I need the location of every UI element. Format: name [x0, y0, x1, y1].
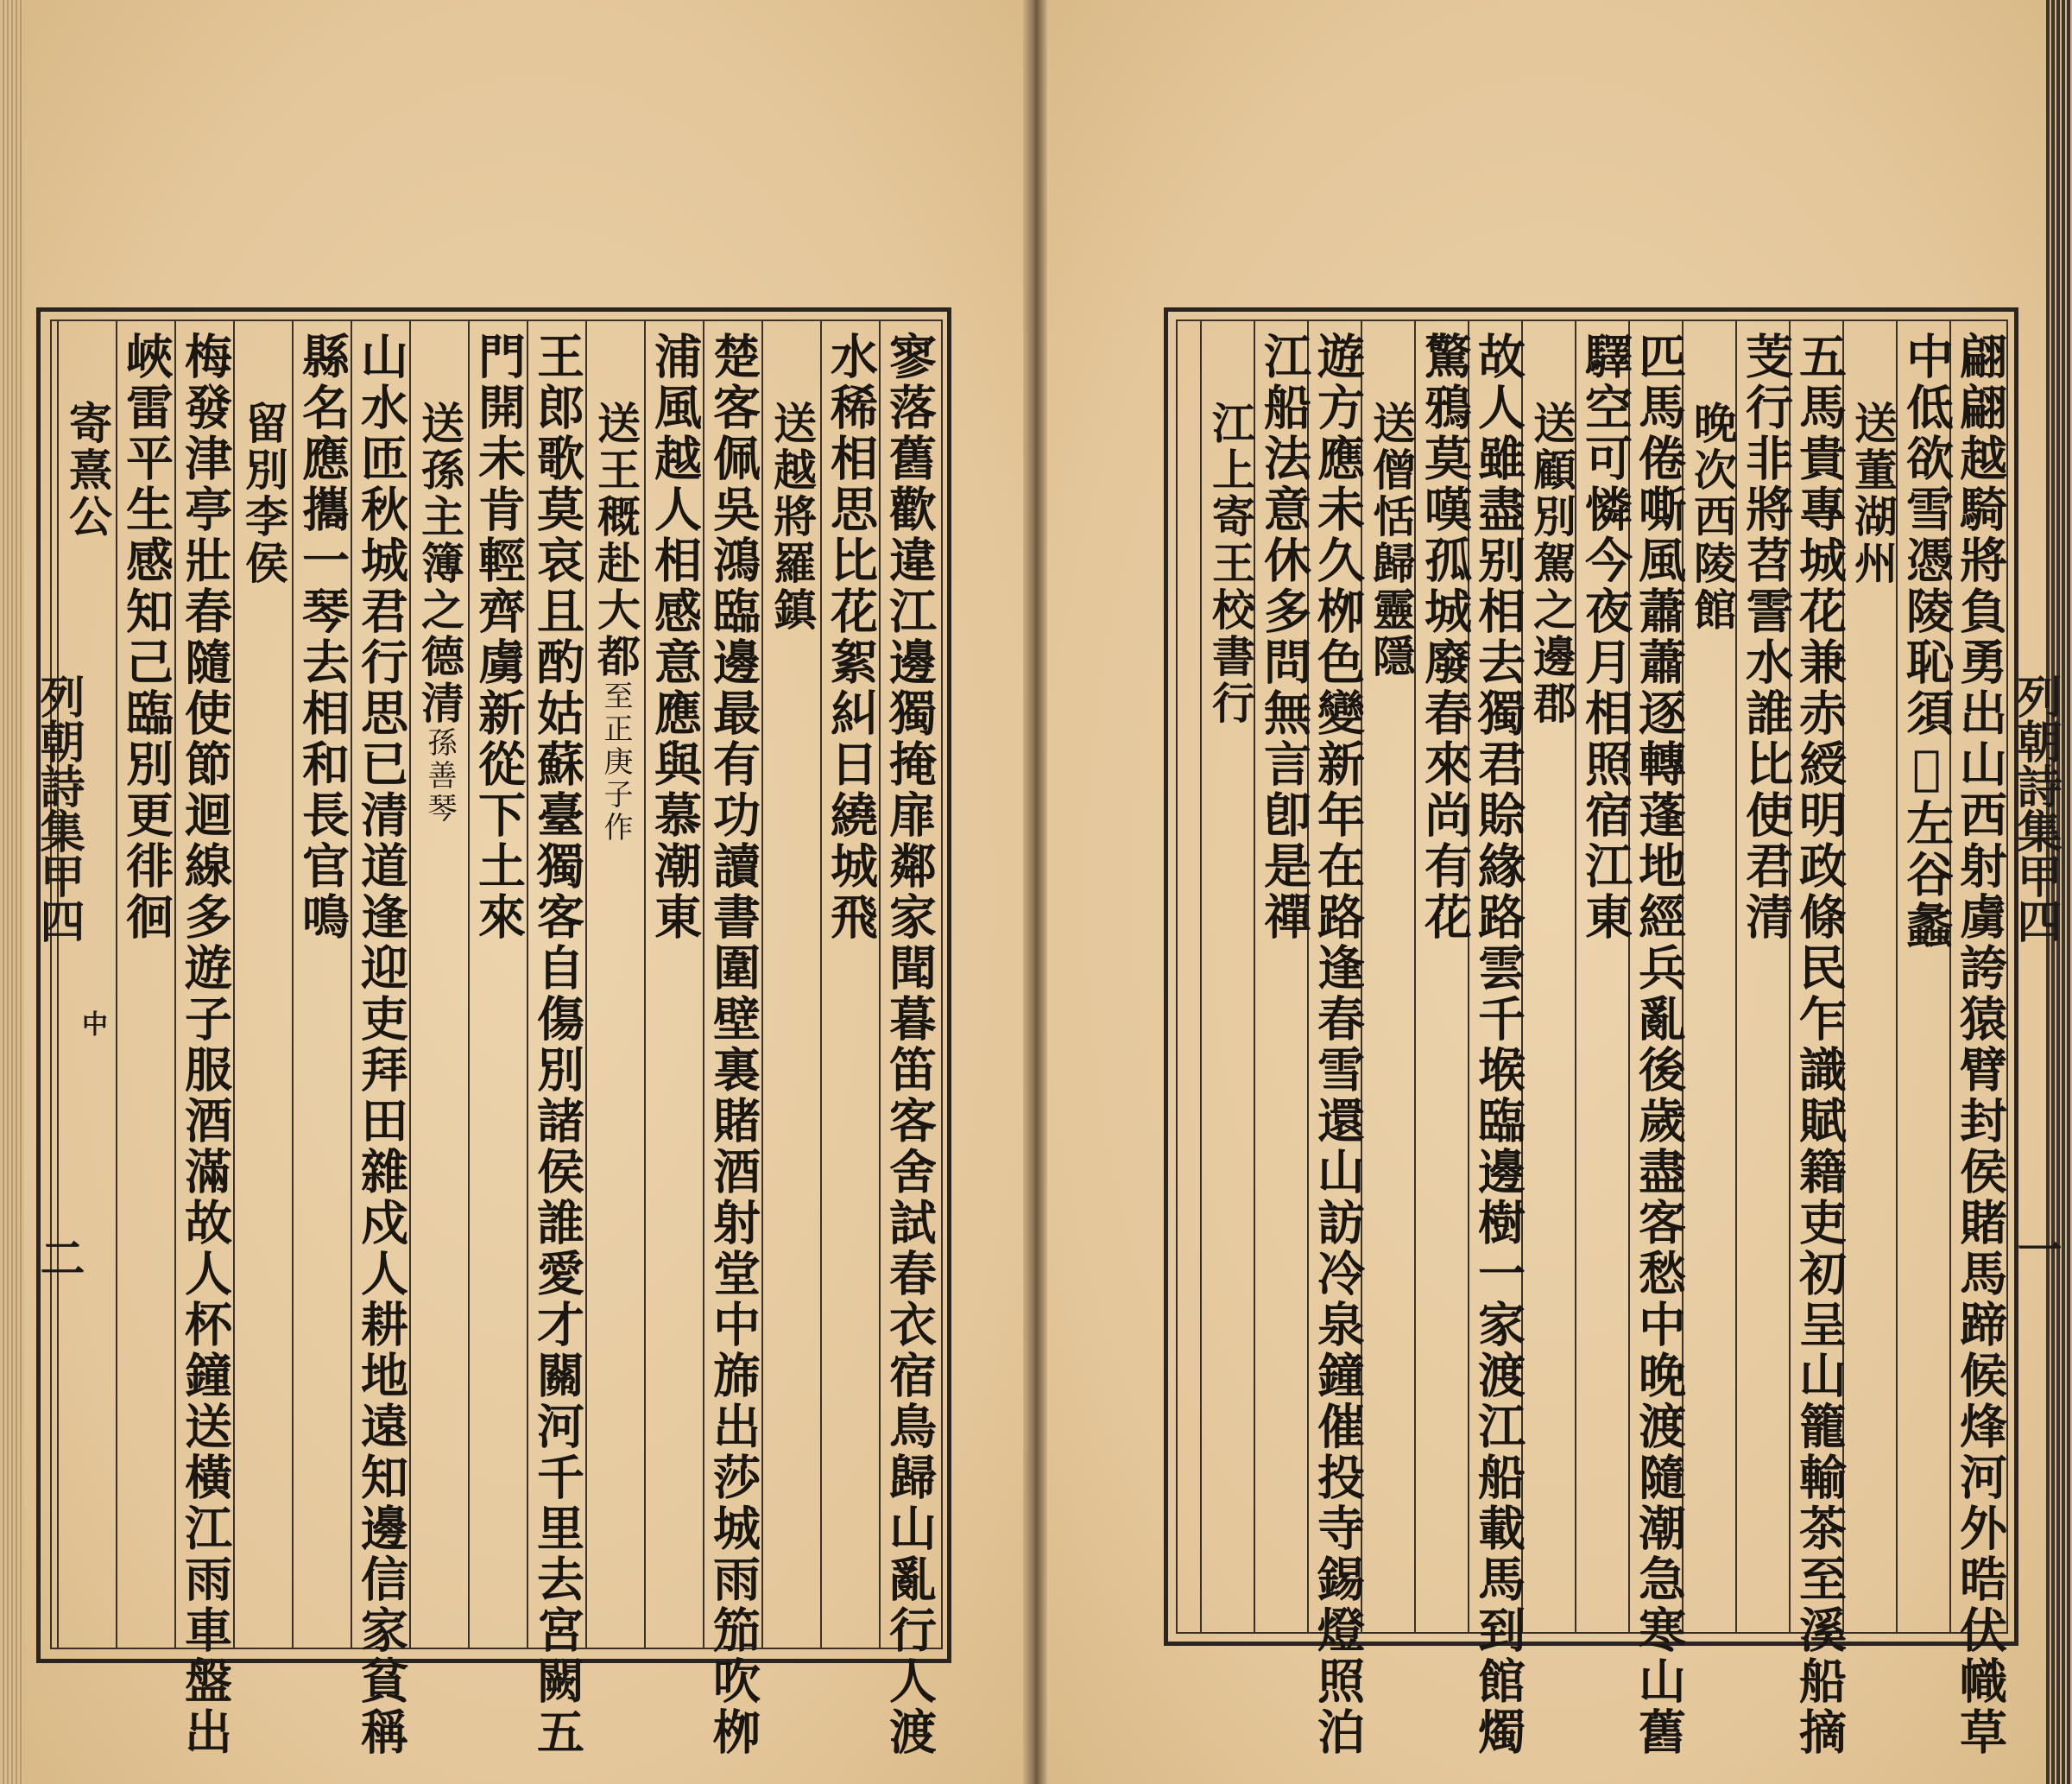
poem-line: 翩翩越騎將負勇出山西射虜誇猿臂封侯賭馬蹄候烽河外晧伏幟草 [1952, 332, 2008, 1758]
poem-line: 山水匝秋城君行思已清道逢迎吏拜田雜戍人耕地遠知邊信家貧稱 [353, 332, 409, 1758]
poem-line: 五馬貴專城花兼赤綬明政條民乍識賦籍吏初呈山籠輸茶至溪船摘 [1791, 332, 1848, 1758]
poem-line: 驚鴉莫嘆孤城廢春來尚有花 [1417, 332, 1473, 943]
poem-title: 江上寄王校書行 [1205, 401, 1256, 727]
poem-line: 浦風越人相感意應與慕潮東 [647, 332, 703, 943]
poem-title-column [59, 401, 116, 541]
poem-text-column [1951, 332, 2008, 1758]
poem-title-column [235, 401, 292, 587]
poem-line: 梅發津亭壯春隨使節迴線多遊子服酒滿故人杯鐘送橫江雨車盤出 [177, 332, 233, 1758]
poem-title: 送顧別駕之邊郡 [1526, 401, 1577, 727]
poem-line: 遊方應未久栁色變新年在路逢春雪還山訪冷泉鐘催投寺錫燈照泊 [1310, 332, 1366, 1758]
poem-line: 楚客佩吳鴻臨邊最有功讀書圍壁裏賭酒射堂中旆出莎城雨笳吹栁 [705, 332, 761, 1758]
poem-text-column [352, 332, 409, 1758]
poem-title-column [411, 401, 468, 826]
poem-title-column [1202, 401, 1259, 727]
poem-title: 晚次西陵館 [1687, 401, 1738, 634]
right-margin-page: 一 [2009, 1226, 2062, 1271]
poem-title: 送越將羅鎮 [767, 401, 818, 634]
poem-text-column [1469, 332, 1526, 1758]
poem-line: 峽雷平生感知己臨別更徘徊 [118, 332, 174, 943]
poem-line: 芰行非將苕霅水誰比使君清 [1738, 332, 1794, 943]
poem-line: 水稀相思比花絮糾日繞城飛 [823, 332, 879, 943]
poem-line: 王郎歌莫哀且酌姑蘇臺獨客自傷別諸侯誰愛才關河千里去宮闕五 [529, 332, 585, 1758]
poem-text-column [1630, 332, 1687, 1758]
poem-line: 縣名應攜一琴去相和長官鳴 [294, 332, 351, 943]
poem-line: 寥落舊歡違江邊獨掩扉鄰家聞暮笛客舍試春衣宿鳥歸山亂行人渡 [881, 332, 938, 1758]
poem-title-column [763, 401, 820, 634]
poem-text-column [646, 332, 703, 943]
poem-title: 送僧恬歸靈隱 [1366, 401, 1417, 680]
poem-text-column [1255, 332, 1312, 943]
left-margin-title: 列朝詩集甲四 [32, 674, 85, 943]
poem-text-column [176, 332, 233, 1758]
poem-text-column [1416, 332, 1473, 943]
poem-text-column [1576, 332, 1633, 943]
poem-title: 寄熹公 [62, 401, 113, 541]
poem-title-column [1684, 401, 1740, 634]
poem-text-column [704, 332, 761, 1758]
poem-title-column [1523, 401, 1580, 727]
left-margin-page: 二 [32, 1235, 85, 1280]
poem-text-column [1737, 332, 1794, 943]
poem-title: 送孫主簿之德清 [414, 401, 465, 727]
poem-line: 中低欲雪憑陵恥須𢧐左谷蠡 [1898, 332, 1955, 952]
poem-text-column [1898, 332, 1955, 952]
poem-text-column [1309, 332, 1366, 1758]
poem-note: 孫善琴 [422, 727, 457, 826]
poem-line: 江船法意休多問無言卽是禪 [1256, 332, 1312, 943]
poem-text-column [294, 332, 351, 943]
poem-text-column [470, 332, 527, 943]
right-margin-title: 列朝詩集甲四 [2009, 674, 2062, 943]
poem-title: 送王穊赴大都 [591, 401, 641, 680]
poem-title-column [1844, 401, 1901, 587]
poem-title-column [1362, 401, 1419, 680]
poem-title: 送董湖州 [1848, 401, 1898, 587]
book-gutter [1023, 0, 1047, 1784]
poem-text-column [1791, 332, 1848, 1758]
poem-text-column [117, 332, 174, 943]
poem-text-column [528, 332, 585, 1758]
poem-line: 故人雖盡别相去獨君賒緣路雲千堠臨邊樹一家渡江船載馬到館燭 [1470, 332, 1526, 1758]
poem-text-column [881, 332, 938, 1758]
poem-title: 留別李侯 [238, 401, 289, 587]
poem-line: 門開未肯輕齊虜新從下土來 [471, 332, 527, 943]
poem-title-column [587, 401, 644, 845]
poem-line: 匹馬倦嘶風蕭蕭逐轉蓬地經兵亂後歲盡客愁中晚渡隨潮急寒山舊 [1631, 332, 1687, 1758]
poem-line: 驛空可憐今夜月相照宿江東 [1577, 332, 1633, 943]
poem-text-column [822, 332, 879, 943]
left-margin-sub: 中 [77, 1010, 107, 1036]
poem-note: 至正庚子作 [598, 680, 633, 845]
